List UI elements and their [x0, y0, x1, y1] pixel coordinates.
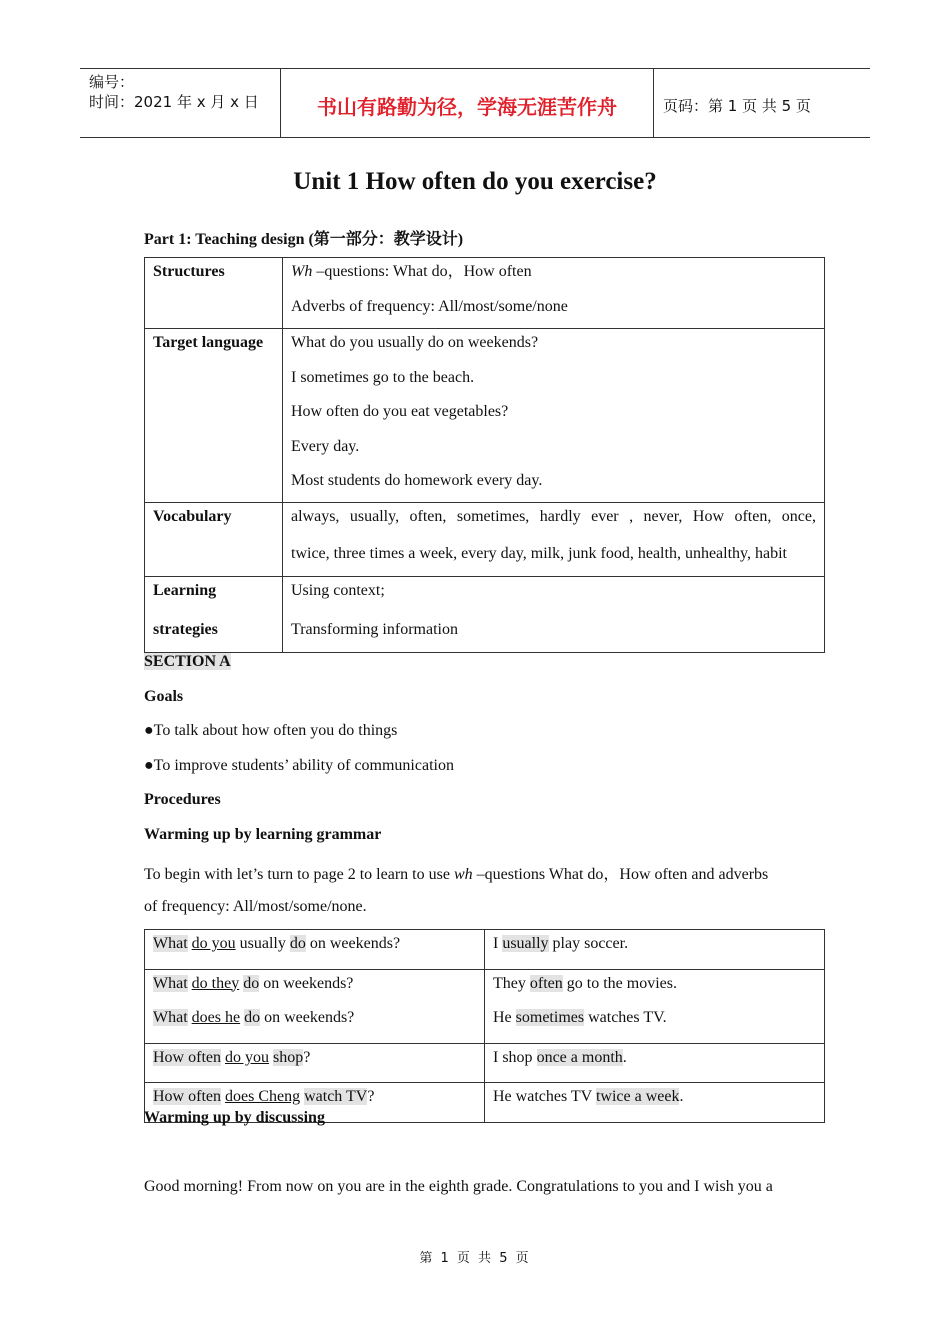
warmup-discuss-heading: Warming up by discussing — [144, 1109, 325, 1126]
wh-italic: Wh — [291, 263, 313, 280]
vocab-line: twice, three times a week, every day, milk, junk food, health, unhealthy, habit — [291, 544, 787, 562]
goal-item: ●To improve students’ ability of communication — [144, 757, 454, 774]
page-footer: 第 1 页 共 5 页 — [419, 1251, 531, 1266]
motto: 书山有路勤为径，学海无涯苦作舟 — [317, 95, 617, 119]
section-a-heading: SECTION A — [144, 653, 231, 670]
answer-cell: I shop once a month. — [485, 1043, 825, 1083]
table-row — [145, 576, 825, 652]
answer-cell: I usually play soccer. — [485, 930, 825, 970]
target-line: I sometimes go to the beach. — [291, 368, 475, 386]
row-label: Vocabulary — [145, 502, 283, 576]
header-motto-cell — [281, 69, 654, 137]
page-info: 页码：第 1 页 共 5 页 — [663, 97, 811, 115]
table-row — [145, 502, 825, 576]
teaching-design-table — [144, 257, 825, 653]
structures-text: –questions: What do，How often — [312, 263, 532, 280]
row-content — [283, 502, 825, 576]
closing-paragraph-line: Good morning! From now on you are in the eighth grade. Congratulations to you and I wish you a — [144, 1178, 773, 1195]
table-row — [145, 258, 825, 329]
table-row — [145, 329, 825, 503]
table-row — [145, 1043, 825, 1083]
serial-number-label: 编号： — [89, 73, 135, 91]
part-heading: Part 1: Teaching design (第一部分：教学设计) — [144, 231, 464, 248]
date-line: 时间：2021 年 x 月 x 日 — [89, 93, 259, 111]
target-line: Most students do homework every day. — [291, 472, 543, 490]
procedures-heading: Procedures — [144, 791, 221, 808]
row-content — [283, 576, 825, 652]
table-row — [145, 930, 825, 970]
table-row — [145, 969, 825, 1043]
intro-paragraph-line: of frequency: All/most/some/none. — [144, 898, 367, 915]
page-title: Unit 1 How often do you exercise? — [293, 168, 657, 195]
grammar-table — [144, 929, 825, 1123]
target-line: How often do you eat vegetables? — [291, 403, 509, 421]
answer-cell: He watches TV twice a week. — [485, 1083, 825, 1123]
document-header — [80, 68, 870, 138]
row-content — [283, 258, 825, 329]
question-cell: How often do you shop? — [145, 1043, 485, 1083]
strategy-line: Using context; — [291, 581, 385, 599]
row-label: Structures — [145, 258, 283, 329]
question-cell: How often does Cheng watch TV? — [145, 1083, 485, 1123]
target-line: Every day. — [291, 437, 360, 455]
structures-adverbs: Adverbs of frequency: All/most/some/none — [291, 297, 568, 315]
row-label: Learning strategies — [145, 576, 283, 652]
row-content — [283, 329, 825, 503]
vocab-line: always, usually, often, sometimes, hardly ever , never, How often, once, — [291, 507, 816, 525]
header-meta-cell — [80, 69, 281, 137]
strategy-line: Transforming information — [291, 620, 458, 638]
question-cell: What do you usually do on weekends? — [145, 930, 485, 970]
goal-item: ●To talk about how often you do things — [144, 722, 398, 739]
warmup-grammar-heading: Warming up by learning grammar — [144, 826, 382, 843]
question-cell: What do they do on weekends? What does he do on weekends? — [145, 969, 485, 1043]
answer-cell: They often go to the movies. He sometimes watches TV. — [485, 969, 825, 1043]
target-line: What do you usually do on weekends? — [291, 334, 539, 351]
intro-paragraph-line: To begin with let’s turn to page 2 to learn to use wh –questions What do，How often and adverbs — [144, 866, 769, 883]
row-label: Target language — [145, 329, 283, 503]
header-page-cell — [654, 69, 870, 137]
goals-heading: Goals — [144, 688, 184, 705]
